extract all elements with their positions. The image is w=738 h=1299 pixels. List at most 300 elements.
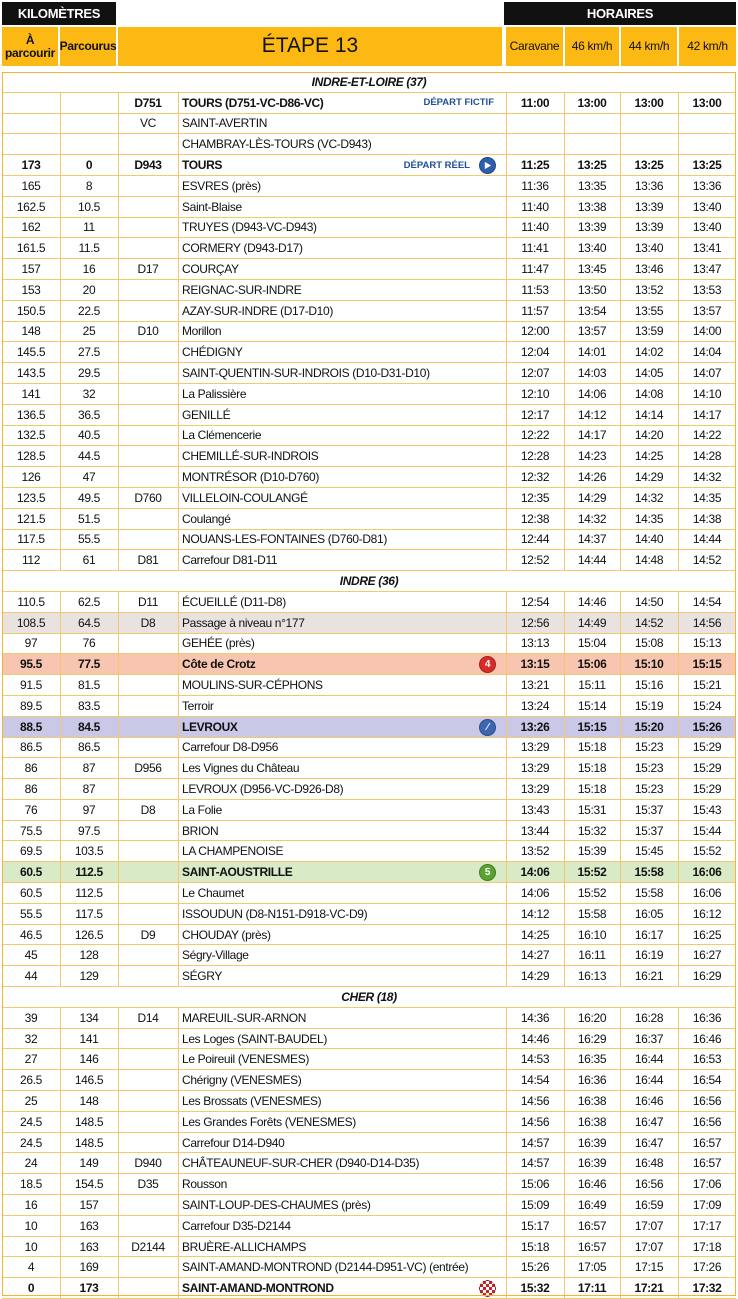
column-divider xyxy=(620,342,621,362)
header-spacer xyxy=(116,2,504,25)
column-divider xyxy=(118,1153,119,1173)
place-name: Carrefour D81-D11 xyxy=(182,553,278,568)
department-section-header: INDRE (36) xyxy=(2,571,736,592)
column-divider xyxy=(118,550,119,570)
column-divider xyxy=(506,322,507,342)
column-divider xyxy=(178,405,179,425)
km-covered: 84.5 xyxy=(78,719,100,734)
time-46kmh: 13:39 xyxy=(577,220,607,235)
time-42kmh: 14:54 xyxy=(692,594,722,609)
place-name: SAINT-AOUSTRILLE xyxy=(182,865,293,880)
road-number: D9 xyxy=(140,927,156,942)
column-divider xyxy=(564,1278,565,1298)
time-44kmh: 15:10 xyxy=(634,657,664,672)
time-42kmh: 16:56 xyxy=(692,1093,722,1108)
km-remaining: 89.5 xyxy=(20,698,42,713)
column-divider xyxy=(118,342,119,362)
column-divider xyxy=(118,134,119,154)
time-44kmh: 13:36 xyxy=(634,178,664,193)
road-number xyxy=(118,1049,178,1069)
road-number xyxy=(118,426,178,446)
route-row xyxy=(2,675,736,696)
time-44kmh: 16:47 xyxy=(634,1114,664,1129)
km-covered: 62.5 xyxy=(78,594,100,609)
column-divider xyxy=(178,613,179,633)
km-remaining: 117.5 xyxy=(17,532,45,547)
column-divider xyxy=(564,280,565,300)
time-46kmh: 16:38 xyxy=(577,1093,607,1108)
km-covered: 169 xyxy=(79,1260,99,1275)
time-42kmh: 15:52 xyxy=(692,844,722,859)
column-divider xyxy=(118,467,119,487)
road-number: D2144 xyxy=(131,1239,165,1254)
time-46kmh: 16:39 xyxy=(577,1135,607,1150)
column-divider xyxy=(178,758,179,778)
time-46kmh: 16:38 xyxy=(577,1114,607,1129)
road-number xyxy=(118,1029,178,1049)
time-caravane: 12:32 xyxy=(520,470,550,485)
column-divider xyxy=(118,446,119,466)
road-number xyxy=(118,1257,178,1277)
time-caravane: 13:15 xyxy=(520,657,550,672)
column-divider xyxy=(620,1049,621,1069)
column-divider xyxy=(620,800,621,820)
column-divider xyxy=(60,1091,61,1111)
column-divider xyxy=(620,613,621,633)
place-name: SAINT-AMAND-MONTROND xyxy=(182,1281,334,1296)
column-divider xyxy=(564,841,565,861)
route-row xyxy=(2,634,736,655)
route-row xyxy=(2,363,736,384)
time-46kmh: 14:06 xyxy=(577,386,607,401)
column-divider xyxy=(60,717,61,737)
time-caravane: 12:35 xyxy=(520,490,550,505)
column-divider xyxy=(506,717,507,737)
column-divider xyxy=(178,238,179,258)
column-divider xyxy=(678,966,679,986)
column-divider xyxy=(60,114,61,134)
road-number xyxy=(118,1091,178,1111)
column-divider xyxy=(678,1153,679,1173)
column-divider xyxy=(620,654,621,674)
time-44kmh: 14:05 xyxy=(634,366,664,381)
km-covered: 126.5 xyxy=(74,927,104,942)
column-divider xyxy=(60,363,61,383)
time-42kmh: 14:56 xyxy=(692,615,722,630)
time-46kmh: 14:29 xyxy=(577,490,607,505)
column-divider xyxy=(60,654,61,674)
column-divider xyxy=(118,779,119,799)
column-divider xyxy=(564,384,565,404)
column-divider xyxy=(678,1070,679,1090)
column-divider xyxy=(678,1008,679,1028)
km-remaining: 39 xyxy=(24,1010,38,1025)
column-divider xyxy=(118,301,119,321)
column-divider xyxy=(60,613,61,633)
time-44kmh: 15:19 xyxy=(634,698,664,713)
time-44kmh: 13:39 xyxy=(634,199,664,214)
column-divider xyxy=(564,134,565,154)
time-46kmh: 16:29 xyxy=(577,1031,607,1046)
time-44kmh: 15:45 xyxy=(634,844,664,859)
column-divider xyxy=(564,1153,565,1173)
column-divider xyxy=(178,488,179,508)
time-caravane: 12:10 xyxy=(520,386,550,401)
column-divider xyxy=(620,1216,621,1236)
column-divider xyxy=(678,841,679,861)
route-row xyxy=(2,301,736,322)
km-remaining: 95.5 xyxy=(20,657,42,672)
column-divider xyxy=(678,800,679,820)
department-section-header: CHER (18) xyxy=(2,987,736,1008)
column-divider xyxy=(506,800,507,820)
time-44kmh: 17:07 xyxy=(634,1218,664,1233)
route-row xyxy=(2,925,736,946)
place-name: BRUÈRE-ALLICHAMPS xyxy=(182,1239,307,1254)
km-covered: 149 xyxy=(79,1156,99,1171)
km-covered: 22.5 xyxy=(78,303,100,318)
route-row xyxy=(2,779,736,800)
time-42kmh: 16:56 xyxy=(692,1114,722,1129)
road-number xyxy=(118,197,178,217)
column-divider xyxy=(60,488,61,508)
column-divider xyxy=(178,634,179,654)
column-divider xyxy=(506,675,507,695)
column-divider xyxy=(564,1070,565,1090)
column-divider xyxy=(678,363,679,383)
column-divider xyxy=(178,1237,179,1257)
place-name: CHOUDAY (près) xyxy=(182,927,271,942)
time-caravane xyxy=(506,114,564,134)
column-divider xyxy=(620,426,621,446)
time-caravane: 14:57 xyxy=(520,1135,550,1150)
column-divider xyxy=(506,634,507,654)
time-44kmh: 16:44 xyxy=(634,1073,664,1088)
route-row xyxy=(2,342,736,363)
time-42kmh: 13:00 xyxy=(692,95,722,110)
place-name: COURÇAY xyxy=(182,262,239,277)
km-remaining: 0 xyxy=(27,1281,35,1296)
column-divider xyxy=(620,363,621,383)
km-remaining xyxy=(2,93,60,113)
km-remaining: 24.5 xyxy=(20,1114,42,1129)
road-number xyxy=(118,862,178,882)
column-divider xyxy=(60,1133,61,1153)
time-42kmh: 17:18 xyxy=(692,1239,722,1254)
column-divider xyxy=(678,634,679,654)
column-divider xyxy=(178,654,179,674)
km-covered: 36.5 xyxy=(78,407,100,422)
time-46kmh: 15:52 xyxy=(577,885,607,900)
road-number: D8 xyxy=(140,802,156,817)
column-divider xyxy=(506,841,507,861)
time-caravane: 12:54 xyxy=(520,594,550,609)
time-42kmh: 14:32 xyxy=(692,470,722,485)
column-divider xyxy=(564,405,565,425)
column-divider xyxy=(60,675,61,695)
time-46kmh: 13:35 xyxy=(577,178,607,193)
time-42kmh: 14:07 xyxy=(692,366,722,381)
column-divider xyxy=(118,197,119,217)
km-remaining: 26.5 xyxy=(20,1073,42,1088)
place-name: Coulangé xyxy=(182,511,231,526)
column-divider xyxy=(564,155,565,175)
column-divider xyxy=(178,925,179,945)
time-42kmh: 17:32 xyxy=(692,1281,722,1296)
km-covered: 86.5 xyxy=(78,740,100,755)
place-name: MOULINS-SUR-CÉPHONS xyxy=(182,678,323,692)
route-row xyxy=(2,405,736,426)
column-divider xyxy=(118,862,119,882)
column-divider xyxy=(620,592,621,612)
place-name: VILLELOIN-COULANGÉ xyxy=(182,490,308,505)
column-divider xyxy=(60,446,61,466)
km-remaining: 128.5 xyxy=(16,449,46,464)
route-row xyxy=(2,280,736,301)
time-42kmh: 14:35 xyxy=(692,490,722,505)
column-divider xyxy=(564,363,565,383)
place-name: TRUYES (D943-VC-D943) xyxy=(182,220,317,235)
place-name: SAINT-QUENTIN-SUR-INDROIS (D10-D31-D10) xyxy=(182,366,430,381)
route-row xyxy=(2,821,736,842)
column-divider xyxy=(506,1216,507,1236)
time-42kmh: 14:22 xyxy=(692,428,722,443)
column-divider xyxy=(178,509,179,529)
route-row xyxy=(2,93,736,114)
column-divider xyxy=(118,238,119,258)
road-number xyxy=(118,384,178,404)
time-42kmh: 13:25 xyxy=(692,158,722,173)
km-remaining: 18.5 xyxy=(20,1177,42,1192)
time-46kmh: 15:06 xyxy=(577,657,607,672)
column-divider xyxy=(506,883,507,903)
speed-42-header: 42 km/h xyxy=(679,27,736,66)
route-row xyxy=(2,114,736,135)
column-divider xyxy=(506,738,507,758)
column-divider xyxy=(60,426,61,446)
route-row xyxy=(2,530,736,551)
road-number xyxy=(118,530,178,550)
time-42kmh: 15:26 xyxy=(692,719,722,734)
column-divider xyxy=(620,238,621,258)
column-divider xyxy=(178,1195,179,1215)
column-divider xyxy=(118,405,119,425)
time-46kmh: 16:49 xyxy=(577,1197,607,1212)
column-divider xyxy=(620,841,621,861)
column-divider xyxy=(178,197,179,217)
time-42kmh: 16:29 xyxy=(692,969,722,984)
time-46kmh: 16:20 xyxy=(577,1010,607,1025)
km-covered: 25 xyxy=(82,324,96,339)
column-divider xyxy=(178,155,179,175)
column-divider xyxy=(678,155,679,175)
column-divider xyxy=(60,197,61,217)
column-divider xyxy=(620,966,621,986)
time-caravane: 14:06 xyxy=(520,885,550,900)
km-covered: 8 xyxy=(85,178,93,193)
column-divider xyxy=(620,925,621,945)
column-divider xyxy=(118,1133,119,1153)
km-covered: 27.5 xyxy=(78,345,100,360)
column-divider xyxy=(564,322,565,342)
column-divider xyxy=(678,738,679,758)
column-divider xyxy=(118,488,119,508)
column-divider xyxy=(506,426,507,446)
route-row xyxy=(2,800,736,821)
km-remaining: 123.5 xyxy=(16,490,46,505)
column-divider xyxy=(118,509,119,529)
road-number xyxy=(118,1133,178,1153)
column-divider xyxy=(678,925,679,945)
time-44kmh: 17:07 xyxy=(634,1239,664,1254)
km-covered: 163 xyxy=(79,1239,99,1254)
time-46kmh: 16:11 xyxy=(578,948,606,963)
column-divider xyxy=(678,218,679,238)
column-divider xyxy=(678,426,679,446)
time-44kmh: 13:25 xyxy=(634,158,664,173)
column-divider xyxy=(178,280,179,300)
column-divider xyxy=(564,592,565,612)
column-divider xyxy=(178,467,179,487)
road-number xyxy=(118,945,178,965)
column-divider xyxy=(506,238,507,258)
column-divider xyxy=(60,1112,61,1132)
place-name: Carrefour D14-D940 xyxy=(182,1135,285,1150)
route-row xyxy=(2,1008,736,1029)
column-divider xyxy=(678,883,679,903)
place-name: Terroir xyxy=(182,698,214,713)
place-name: Les Vignes du Château xyxy=(182,761,300,776)
time-42kmh: 15:15 xyxy=(692,657,722,672)
place-name: Ségry-Village xyxy=(182,948,249,963)
time-42kmh: 13:57 xyxy=(692,303,722,318)
route-row xyxy=(2,696,736,717)
column-divider xyxy=(60,1049,61,1069)
column-divider xyxy=(118,1008,119,1028)
route-row xyxy=(2,134,736,155)
time-caravane: 13:29 xyxy=(520,781,550,796)
road-number: D760 xyxy=(134,490,162,505)
time-caravane: 15:26 xyxy=(520,1260,550,1275)
km-remaining: 165 xyxy=(21,178,41,193)
road-number xyxy=(118,405,178,425)
time-caravane: 11:47 xyxy=(521,262,549,277)
time-44kmh: 16:21 xyxy=(634,969,664,984)
start-note: DÉPART FICTIF xyxy=(423,97,494,109)
time-caravane: 13:43 xyxy=(520,802,550,817)
column-divider xyxy=(178,176,179,196)
time-42kmh: 15:29 xyxy=(692,740,722,755)
column-divider xyxy=(678,675,679,695)
time-42kmh: 16:46 xyxy=(692,1031,722,1046)
column-divider xyxy=(118,675,119,695)
column-divider xyxy=(506,1070,507,1090)
column-divider xyxy=(620,280,621,300)
column-divider xyxy=(506,821,507,841)
time-caravane: 12:07 xyxy=(520,366,550,381)
time-46kmh: 15:58 xyxy=(577,906,607,921)
time-42kmh: 16:25 xyxy=(692,927,722,942)
column-divider xyxy=(620,1029,621,1049)
km-remaining: 157 xyxy=(21,262,41,277)
road-number xyxy=(118,779,178,799)
place-name: CHÂTEAUNEUF-SUR-CHER (D940-D14-D35) xyxy=(182,1156,420,1171)
time-46kmh: 15:18 xyxy=(577,740,607,755)
column-divider xyxy=(506,467,507,487)
place-name: LEVROUX xyxy=(182,719,238,734)
place-name: AZAY-SUR-INDRE (D17-D10) xyxy=(182,303,333,318)
place-name: BRION xyxy=(182,823,219,838)
road-number xyxy=(118,1278,178,1298)
road-number xyxy=(118,883,178,903)
km-remaining: 46.5 xyxy=(20,927,42,942)
route-row xyxy=(2,384,736,405)
column-divider xyxy=(678,862,679,882)
time-44kmh: 14:14 xyxy=(634,407,664,422)
route-row xyxy=(2,488,736,509)
km-remaining xyxy=(2,134,60,154)
km-covered: 103.5 xyxy=(74,844,104,859)
km-covered: 0 xyxy=(85,158,93,173)
column-divider xyxy=(620,134,621,154)
column-divider xyxy=(678,654,679,674)
column-divider xyxy=(620,218,621,238)
column-divider xyxy=(620,530,621,550)
column-divider xyxy=(118,114,119,134)
time-44kmh: 16:46 xyxy=(634,1093,664,1108)
column-divider xyxy=(60,696,61,716)
time-46kmh: 14:49 xyxy=(577,615,607,630)
column-divider xyxy=(178,1278,179,1298)
road-number xyxy=(118,134,178,154)
time-caravane: 13:13 xyxy=(520,636,550,651)
road-number xyxy=(118,738,178,758)
km-covered: 87 xyxy=(82,781,96,796)
time-46kmh: 13:50 xyxy=(577,282,607,297)
km-remaining: 162.5 xyxy=(16,199,46,214)
place-name: ESVRES (près) xyxy=(182,178,261,193)
road-number: D10 xyxy=(137,324,159,339)
column-divider xyxy=(60,467,61,487)
column-divider xyxy=(506,488,507,508)
column-divider xyxy=(118,654,119,674)
column-divider xyxy=(118,384,119,404)
column-divider xyxy=(506,363,507,383)
column-divider xyxy=(564,238,565,258)
column-divider xyxy=(620,1112,621,1132)
km-remaining: 126 xyxy=(21,470,41,485)
time-caravane: 13:26 xyxy=(520,719,550,734)
road-number xyxy=(118,218,178,238)
column-divider xyxy=(678,530,679,550)
time-46kmh: 16:10 xyxy=(577,927,607,942)
column-divider xyxy=(60,1153,61,1173)
time-42kmh: 13:36 xyxy=(692,178,722,193)
road-number xyxy=(118,1070,178,1090)
column-divider xyxy=(564,634,565,654)
column-divider xyxy=(118,280,119,300)
column-divider xyxy=(620,717,621,737)
time-caravane: 14:06 xyxy=(520,865,550,880)
column-divider xyxy=(178,883,179,903)
place-name: La Palissière xyxy=(182,386,247,401)
time-46kmh: 13:40 xyxy=(577,241,607,256)
route-row xyxy=(2,1216,736,1237)
column-divider xyxy=(620,1278,621,1298)
column-divider xyxy=(178,426,179,446)
road-number xyxy=(118,966,178,986)
time-caravane: 11:25 xyxy=(520,158,550,173)
